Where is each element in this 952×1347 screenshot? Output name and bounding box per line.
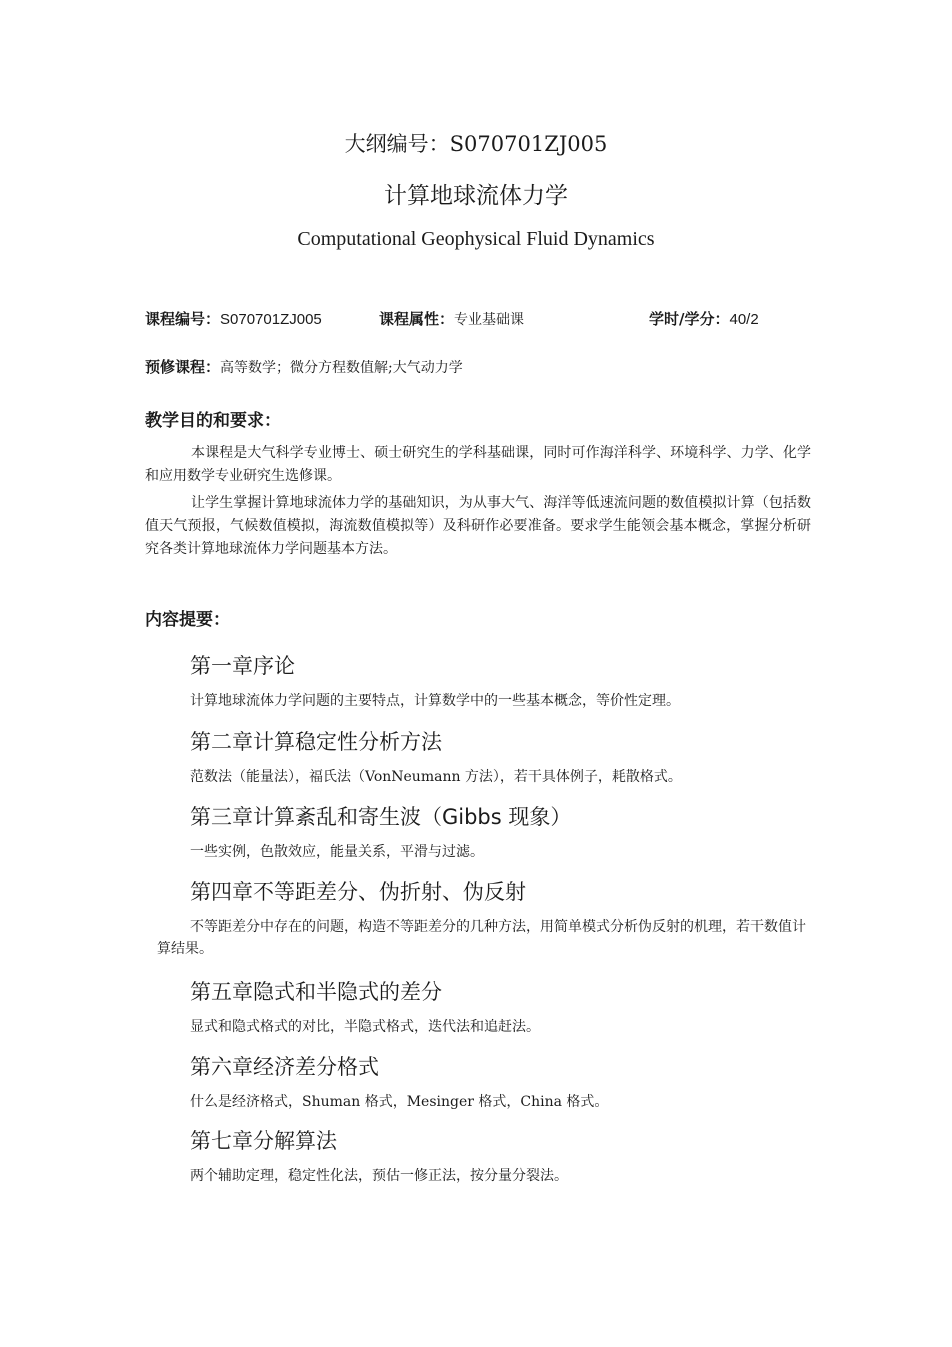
course-attribute-value: 专业基础课 [454,312,525,328]
course-meta-row [145,308,811,330]
course-code-value: S070701ZJ005 [220,311,322,328]
chapter-title: 第三章计算紊乱和寄生波（Gibbs 现象） [190,805,572,829]
chapter-description: 计算地球流体力学问题的主要特点，计算数学中的一些基本概念，等价性定理。 [190,693,680,709]
prerequisite-row [145,356,463,377]
chapter-description: 不等距差分中存在的问题，构造不等距差分的几种方法，用简单模式分析伪反射的机理，若干数值计算结果。 [157,919,806,957]
chapter-title: 第六章经济差分格式 [190,1055,379,1079]
objectives-heading: 教学目的和要求： [145,411,281,431]
chapter-title: 第一章序论 [190,654,295,678]
outline-number: 大纲编号：S070701ZJ005 [344,132,608,156]
chapter-description: 范数法（能量法），福氏法（VonNeumann 方法），若干具体例子，耗散格式。 [190,769,682,785]
course-title-cn: 计算地球流体力学 [384,183,568,209]
course-hours [649,308,759,329]
chapter-description: 一些实例，色散效应，能量关系，平滑与过滤。 [190,844,484,860]
course-attribute [379,308,524,329]
course-title-en: Computational Geophysical Fluid Dynamics [297,228,655,250]
contents-heading: 内容提要： [145,610,230,630]
course-hours-label: 学时/学分： [649,310,730,328]
course-code [145,308,322,329]
chapter-description: 什么是经济格式，Shuman 格式，Mesinger 格式，China 格式。 [190,1094,609,1110]
course-code-label: 课程编号： [145,310,221,328]
chapter-title: 第五章隐式和半隐式的差分 [190,980,442,1004]
chapter-title: 第二章计算稳定性分析方法 [190,730,442,754]
course-hours-value: 40/2 [729,311,759,328]
chapter-title: 第四章不等距差分、伪折射、伪反射 [190,880,526,904]
chapter-description: 显式和隐式格式的对比，半隐式格式，迭代法和追赶法。 [190,1019,540,1035]
course-attribute-label: 课程属性： [379,310,455,328]
prerequisite-label: 预修课程： [145,358,221,376]
chapter-title: 第七章分解算法 [190,1129,337,1153]
prerequisite-value: 高等数学；微分方程数值解;大气动力学 [220,360,463,376]
objectives-paragraph: 让学生掌握计算地球流体力学的基础知识，为从事大气、海洋等低速流问题的数值模拟计算（包括数值天气预报，气候数值模拟，海流数值模拟等）及科研作必要准备。要求学生能领会基本概念，掌握分析研究各类计算地球流体力学问题基本方法。 [145,495,811,557]
chapter-description: 两个辅助定理，稳定性化法，预估一修正法，按分量分裂法。 [190,1168,568,1184]
objectives-paragraph: 本课程是大气科学专业博士、硕士研究生的学科基础课，同时可作海洋科学、环境科学、力学、化学和应用数学专业研究生选修课。 [145,445,811,484]
